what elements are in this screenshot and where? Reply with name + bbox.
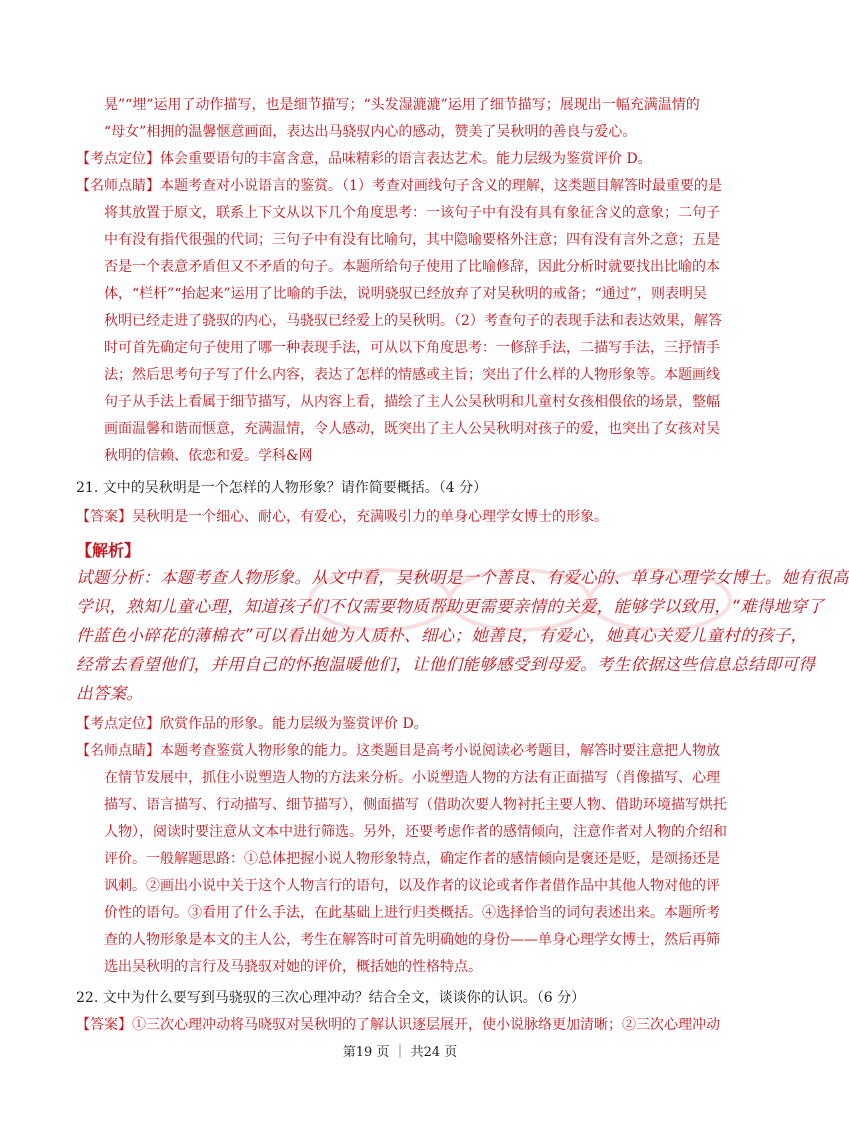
text-line: 画面温馨和谐而惬意，充满温情，令人感动，既突出了主人公吴秋明对孩子的爱，也突出了女孩对吴: [104, 421, 720, 437]
answer-tag: 【答案】: [76, 1017, 132, 1033]
text-line: 选出吴秋明的言行及马骁驭对她的评价，概括她的性格特点。: [104, 959, 482, 975]
text-line: 将其放置于原文，联系上下文从以下几个角度思考：一该句子中有没有具有象征含义的意象；二句子: [104, 205, 720, 221]
mingshi-text: 本题考查对小说语言的鉴赏。（1）考查对画线句子含义的理解，这类题目解答时最重要的是: [160, 178, 722, 194]
text-line: “母女”相拥的温馨惬意画面，表达出马骁驭内心的感动，赞美了吴秋明的善良与爱心。: [104, 124, 637, 140]
kaodian-tag: 【考点定位】: [76, 716, 160, 732]
jiexi-heading: 【解析】: [76, 541, 141, 560]
text-line: 体，“栏杆”“抬起来”运用了比喻的手法，说明骁驭已经放弃了对吴秋明的戒备；“通过”，则表明吴: [104, 286, 707, 302]
text-line: 否是一个表意矛盾但又不矛盾的句子。本题所给句子使用了比喻修辞，因此分析时就要找出比喻的本: [104, 259, 720, 275]
answer-text: 吴秋明是一个细心、耐心，有爱心，充满吸引力的单身心理学女博士的形象。: [132, 509, 608, 525]
analysis-line: 件蓝色小碎花的薄棉衣”可以看出她为人质朴、细心；她善良，有爱心，她真心关爱儿童村的孩子，: [76, 626, 808, 645]
analysis-line: 试题分析：本题考查人物形象。从文中看，吴秋明是一个善良、有爱心的、单身心理学女博士。她有很高: [76, 568, 849, 587]
text-line: 法；然后思考句子写了什么内容，表达了怎样的情感或主旨；突出了什么样的人物形象等。本题画线: [104, 367, 720, 383]
mingshi-tag: 【名师点睛】: [76, 178, 160, 194]
mingshi-line: [76, 173, 736, 199]
text-line: 时可首先确定句子使用了哪一种表现手法，可从以下角度思考：一修辞手法，二描写手法，三抒情手: [104, 340, 720, 356]
analysis-line: 经常去看望他们，并用自己的怀抱温暖他们，让他们能够感受到母爱。考生依据这些信息总结即可得: [76, 655, 816, 674]
text-line: 描写、语言描写、行动描写、细节描写），侧面描写（借助次要人物衬托主要人物、借助环境描写烘托: [104, 797, 727, 813]
text-line: 句子从手法上看属于细节描写，从内容上看，描绘了主人公吴秋明和儿童村女孩相偎依的场景，整幅: [104, 394, 720, 410]
question-22: 22. 文中为什么要写到马骁驭的三次心理冲动？结合全文，谈谈你的认识。（6 分）: [76, 990, 586, 1006]
text-line: 查的人物形象是本文的主人公，考生在解答时可首先明确她的身份——单身心理学女博士，然后再筛: [104, 932, 720, 948]
analysis-line: 学识，熟知儿童心理，知道孩子们不仅需要物质帮助更需要亲情的关爱，能够学以致用，“难得地穿了: [76, 597, 825, 616]
mingshi-text: 本题考查鉴赏人物形象的能力。这类题目是高考小说阅读必考题目，解答时要注意把人物放: [160, 743, 720, 759]
text-line: 秋明的信赖、依恋和爱。学科&网: [104, 448, 313, 464]
text-line: 在情节发展中，抓住小说塑造人物的方法来分析。小说塑造人物的方法有正面描写（肖像描写、心理: [104, 770, 720, 786]
text-line: 秋明已经走进了骁驭的内心，马骁驭已经爱上的吴秋明。（2）考查句子的表现手法和表达效果，解答: [104, 313, 722, 329]
kaodian-text: 体会重要语句的丰富含意，品味精彩的语言表达艺术。能力层级为鉴赏评价 D。: [160, 151, 652, 167]
analysis-line: 出答案。: [76, 684, 144, 703]
answer-tag: 【答案】: [76, 509, 132, 525]
question-21: 21. 文中的吴秋明是一个怎样的人物形象？请作简要概括。（4 分）: [76, 480, 488, 496]
mingshi-tag: 【名师点睛】: [76, 743, 160, 759]
kaodian-line-2: [76, 711, 736, 737]
page-footer: 第19 页 ｜ 共24 页: [342, 1045, 458, 1060]
answer-21-line: [76, 504, 736, 530]
text-line: 中有没有指代很强的代词；三句子中有没有比喻句，其中隐喻要格外注意；四有没有言外之意；五是: [104, 232, 720, 248]
text-line: 晃”“埋”运用了动作描写，也是细节描写；“头发湿漉漉”运用了细节描写；展现出一幅充满温情的: [104, 97, 700, 113]
kaodian-line: [76, 146, 736, 172]
text-line: 人物），阅读时要注意从文本中进行筛选。另外，还要考虑作者的感情倾向，注意作者对人物的介绍和: [104, 824, 727, 840]
answer-22-line: [76, 1012, 736, 1038]
text-line: 讽刺。②画出小说中关于这个人物言行的语句，以及作者的议论或者作者借作品中其他人物对他的评: [104, 878, 720, 894]
text-line: 价性的语句。③看用了什么手法，在此基础上进行归类概括。④选择恰当的词句表述出来。本题所考: [104, 905, 720, 921]
answer-text: ①三次心理冲动将马晓驭对吴秋明的了解认识逐层展开，使小说脉络更加清晰；②三次心理冲动: [132, 1017, 720, 1033]
kaodian-text: 欣赏作品的形象。能力层级为鉴赏评价 D。: [160, 716, 428, 732]
kaodian-tag: 【考点定位】: [76, 151, 160, 167]
mingshi-line-2: [76, 738, 736, 764]
text-line: 评价。一般解题思路：①总体把握小说人物形象特点，确定作者的感情倾向是褒还是贬，是颂扬还是: [104, 851, 720, 867]
